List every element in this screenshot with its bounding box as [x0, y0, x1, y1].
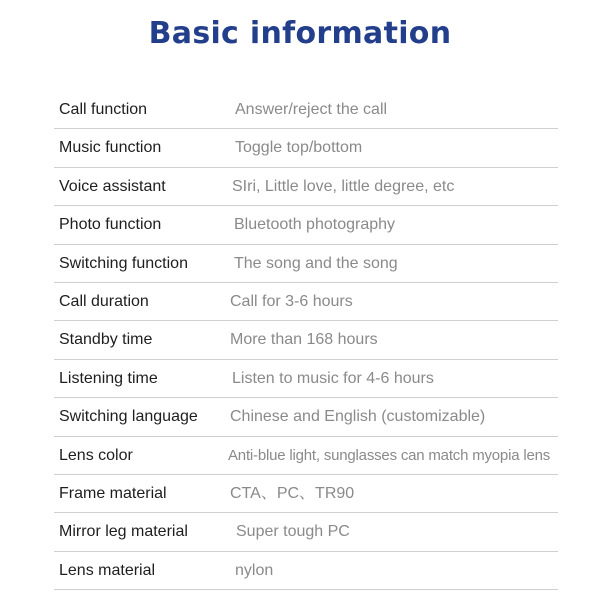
spec-value: Toggle top/bottom — [235, 139, 363, 157]
spec-value: Listen to music for 4-6 hours — [232, 369, 434, 387]
spec-row-photo-function — [54, 206, 558, 244]
spec-row-listening-time — [54, 360, 558, 398]
spec-value: Answer/reject the call — [235, 101, 388, 118]
spec-row-voice-assistant — [54, 168, 558, 206]
spec-row-frame-material — [54, 475, 558, 513]
spec-label: Frame material — [59, 484, 167, 502]
spec-row-standby-time — [54, 321, 558, 359]
spec-label: Switching function — [59, 254, 188, 272]
spec-row-switching-language — [54, 398, 558, 436]
spec-value: More than 168 hours — [230, 331, 378, 349]
spec-value: SIri, Little love, little degree, etc — [232, 177, 455, 195]
spec-label: Lens material — [59, 561, 156, 579]
spec-row-switching-function — [54, 245, 558, 283]
spec-label: Switching language — [59, 408, 198, 426]
spec-table — [54, 91, 558, 590]
spec-label: Call duration — [59, 292, 149, 310]
spec-row-lens-color — [54, 437, 558, 475]
spec-value: Call for 3-6 hours — [230, 292, 353, 310]
spec-row-music-function — [54, 129, 558, 167]
spec-label: Listening time — [59, 369, 158, 387]
spec-label: Music function — [59, 139, 162, 157]
spec-value: Super tough PC — [236, 523, 350, 541]
spec-value: nylon — [235, 561, 274, 579]
spec-row-call-duration — [54, 283, 558, 321]
spec-label: Mirror leg material — [59, 523, 188, 541]
spec-value: Bluetooth photography — [234, 216, 396, 234]
spec-value: Chinese and English (customizable) — [230, 408, 486, 426]
spec-label: Lens color — [59, 446, 133, 464]
spec-row-call-function — [54, 91, 558, 129]
spec-label: Photo function — [59, 216, 162, 234]
spec-value: The song and the song — [234, 254, 398, 272]
spec-row-mirror-leg-material — [54, 513, 558, 551]
spec-row-lens-material — [54, 552, 558, 590]
spec-label: Call function — [59, 101, 148, 118]
spec-label: Standby time — [59, 331, 153, 349]
spec-value: Anti-blue light, sunglasses can match myopia lens — [228, 446, 551, 464]
spec-value: CTA、PC、TR90 — [230, 484, 355, 502]
page-title: Basic information — [148, 16, 452, 51]
spec-label: Voice assistant — [59, 177, 166, 195]
